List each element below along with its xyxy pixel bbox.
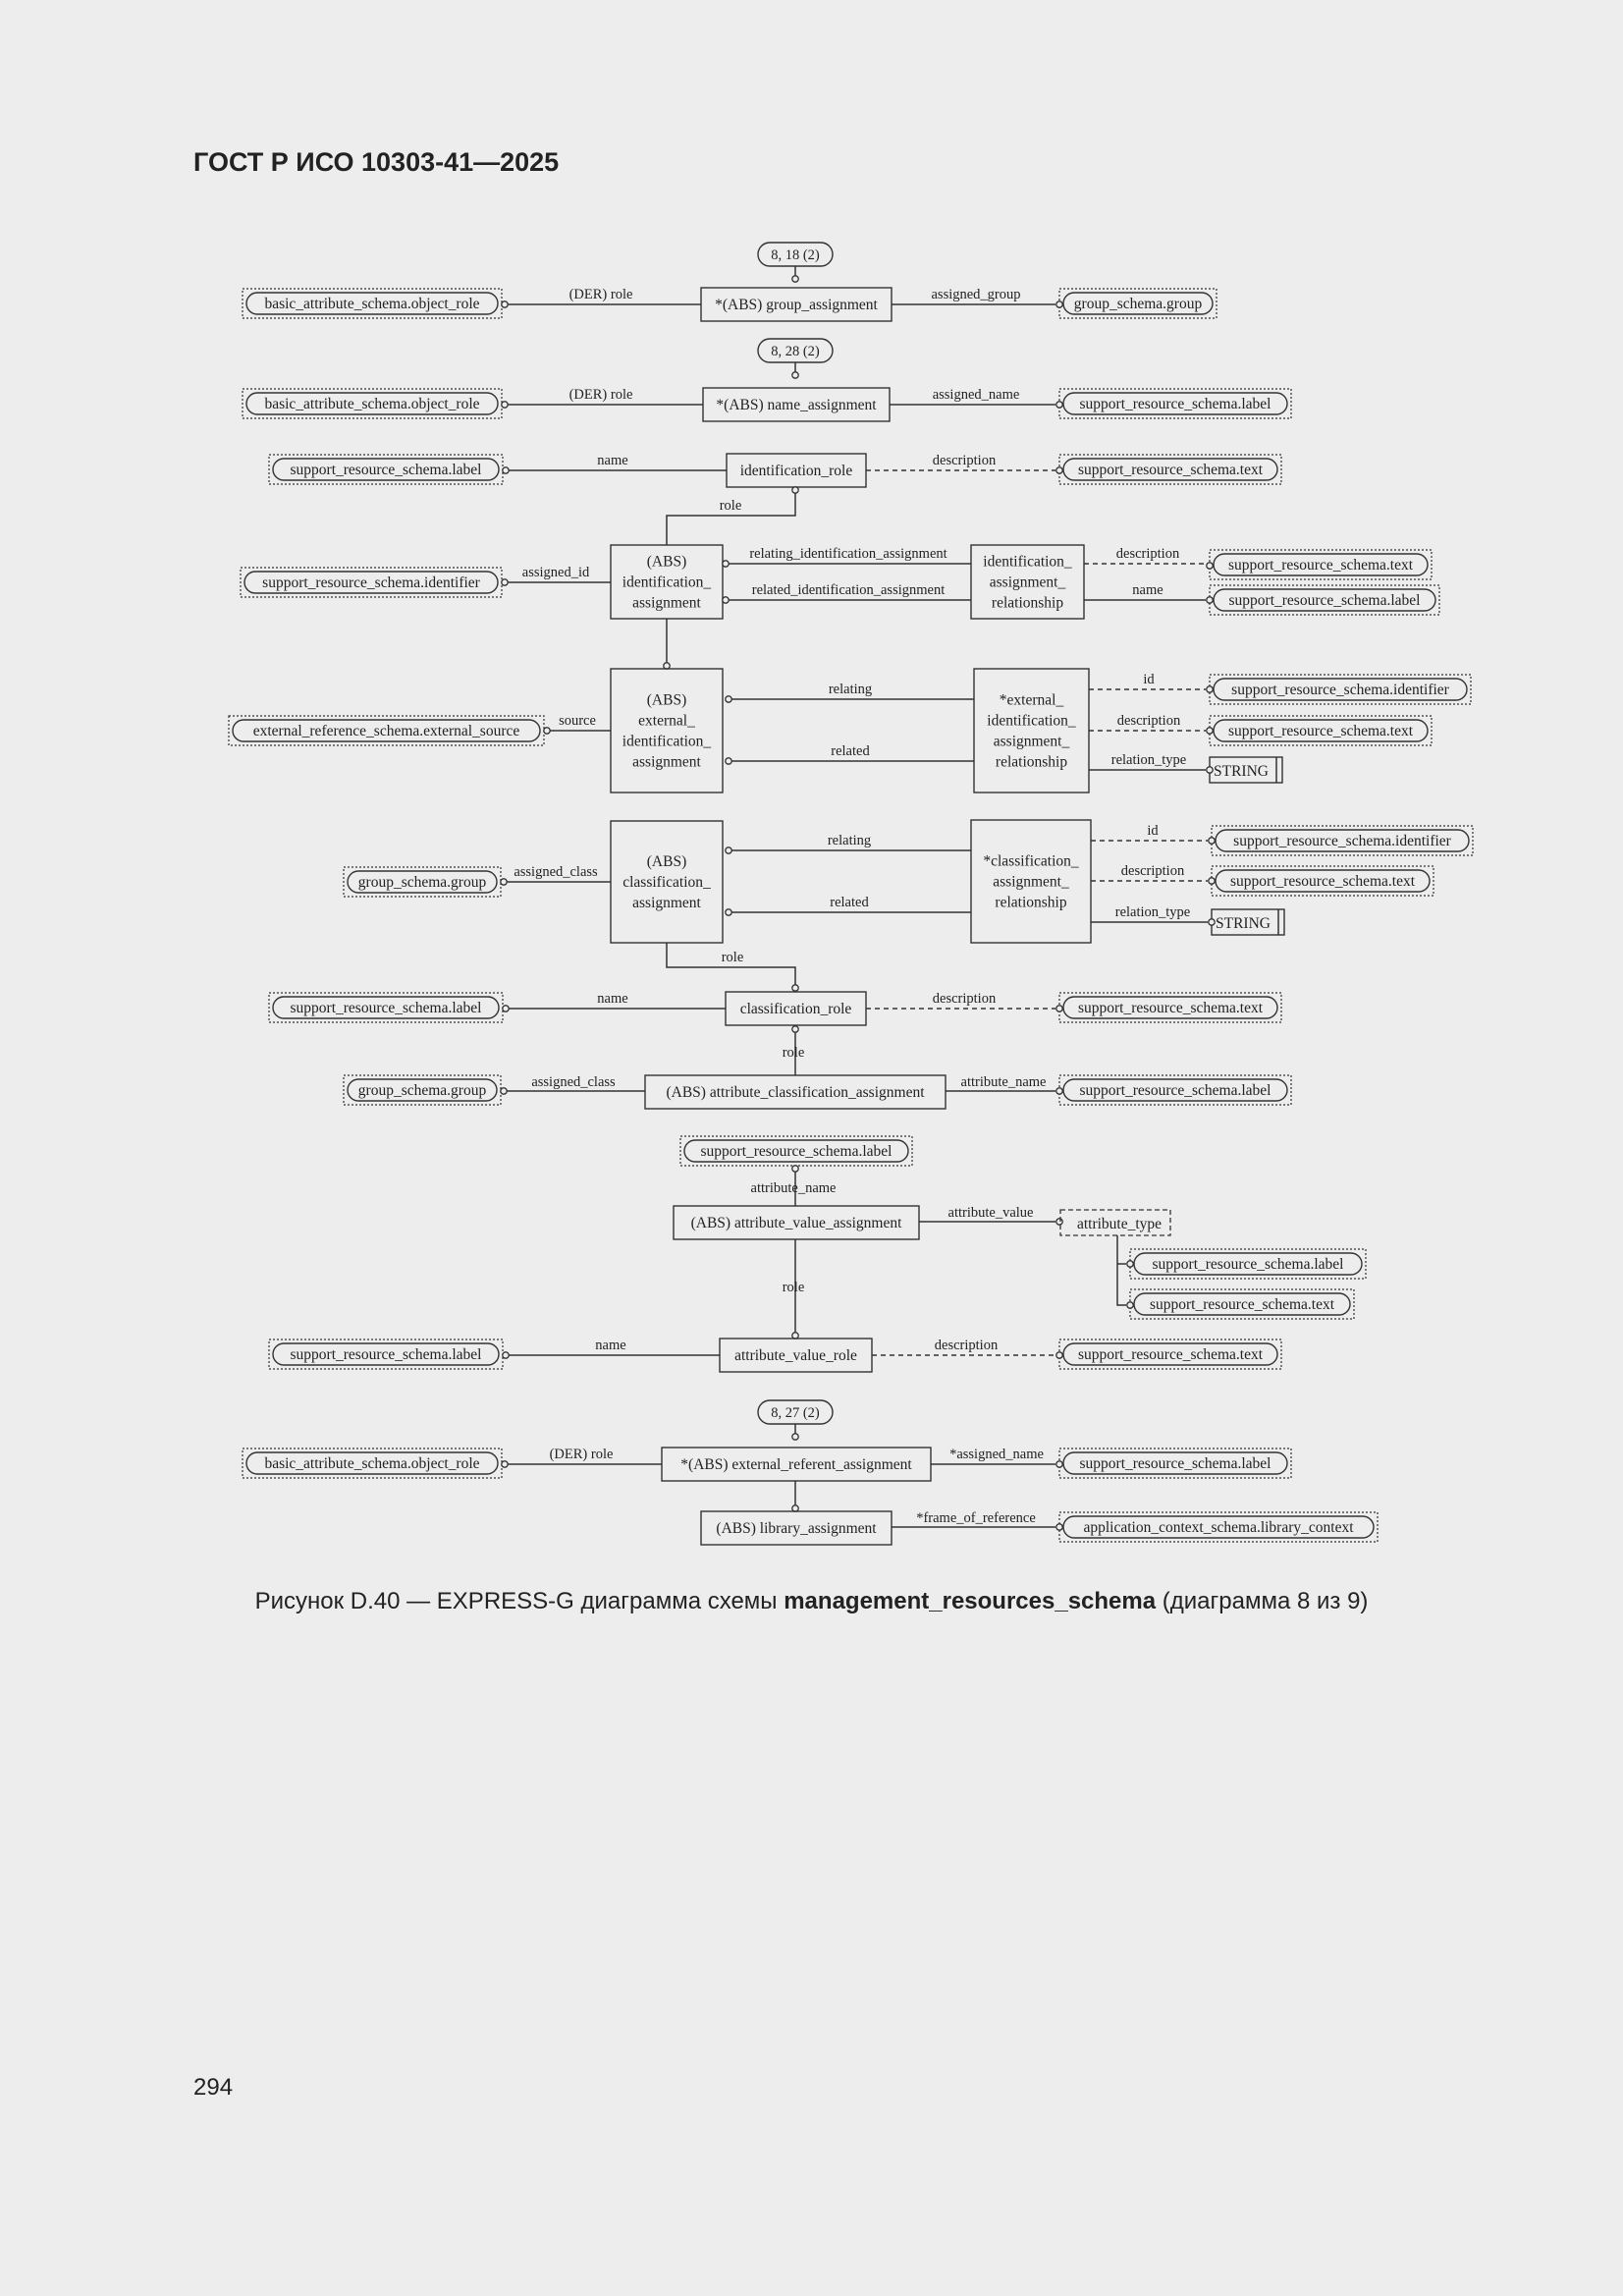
- relationship-end-circle: [726, 696, 731, 702]
- relationship-end-circle: [502, 301, 508, 307]
- relationship-end-circle: [503, 1006, 509, 1011]
- schema-ref-label: support_resource_schema.label: [1152, 1256, 1344, 1273]
- schema-ref-label: basic_attribute_schema.object_role: [264, 396, 480, 412]
- entity-label-attribute_value_role: attribute_value_role: [734, 1347, 857, 1364]
- attribute-label: role: [719, 498, 742, 514]
- relationship-end-circle: [1056, 301, 1062, 307]
- figure-caption: [0, 1588, 1623, 1615]
- entity-label-group_assignment: *(ABS) group_assignment: [715, 297, 878, 313]
- schema-ref-label: support_resource_schema.text: [1227, 557, 1414, 574]
- relationship-end-circle: [1207, 767, 1213, 773]
- entity-label-identification_assignment_relationship: assignment_: [989, 574, 1066, 591]
- entity-label-identification_assignment: identification_: [622, 574, 712, 591]
- string-type-label: STRING: [1214, 763, 1269, 780]
- caption-prefix: Рисунок D.40 — EXPRESS-G диаграмма схемы: [254, 1588, 784, 1614]
- attribute-label: *frame_of_reference: [916, 1510, 1036, 1526]
- schema-ref-label: group_schema.group: [1073, 296, 1203, 312]
- schema-ref-label: support_resource_schema.text: [1149, 1296, 1335, 1313]
- schema-ref-label: support_resource_schema.label: [700, 1143, 893, 1160]
- entity-label-classification_assignment_relationship: relationship: [995, 894, 1067, 911]
- relationship-end-circle: [1209, 919, 1215, 925]
- select-branch-line: [1117, 1235, 1126, 1305]
- schema-ref-label: support_resource_schema.text: [1077, 462, 1264, 478]
- relationship-end-circle: [1207, 728, 1213, 734]
- relationship-end-circle: [1207, 686, 1213, 692]
- schema-ref-label: support_resource_schema.label: [1079, 1082, 1271, 1099]
- entity-label-classification_assignment: (ABS): [646, 853, 687, 870]
- relationship-end-circle: [501, 1088, 507, 1094]
- entity-label-name_assignment: *(ABS) name_assignment: [716, 397, 877, 413]
- relationship-end-circle: [726, 847, 731, 853]
- entity-label-external_identification_assignment_relationship: identification_: [987, 712, 1076, 730]
- relationship-end-circle: [502, 402, 508, 408]
- attribute-label: id: [1143, 672, 1155, 687]
- attribute-label: assigned_id: [521, 565, 590, 580]
- attribute-label: name: [597, 453, 628, 468]
- attribute-label: id: [1147, 823, 1159, 839]
- relationship-end-circle: [1207, 597, 1213, 603]
- relationship-end-circle: [792, 1166, 798, 1172]
- entity-label-external_referent_assignment: *(ABS) external_referent_assignment: [680, 1456, 912, 1473]
- relationship-end-circle: [726, 758, 731, 764]
- attribute-label: related: [831, 743, 870, 759]
- entity-label-classification_assignment: classification_: [622, 874, 711, 891]
- attribute-label: role: [782, 1280, 805, 1295]
- relationship-end-circle: [726, 909, 731, 915]
- attribute-label: (DER) role: [568, 387, 633, 403]
- schema-ref-label: basic_attribute_schema.object_role: [264, 1455, 480, 1472]
- attribute-label: assigned_class: [514, 864, 598, 880]
- page-reference-circle: [792, 1434, 798, 1440]
- relationship-end-circle: [792, 1333, 798, 1339]
- entity-label-identification_assignment_relationship: identification_: [983, 553, 1072, 571]
- schema-ref-label: group_schema.group: [357, 874, 487, 891]
- attribute-label: related_identification_assignment: [751, 582, 946, 598]
- entity-label-identification_role: identification_role: [739, 463, 853, 479]
- attribute-label: source: [559, 713, 596, 729]
- page-reference-label: 8, 18 (2): [771, 247, 820, 263]
- schema-ref-label: group_schema.group: [357, 1082, 487, 1099]
- entity-label-attribute_value_assignment: (ABS) attribute_value_assignment: [690, 1215, 902, 1231]
- attribute-label: attribute_name: [750, 1180, 837, 1196]
- subtype-circle: [792, 1505, 798, 1511]
- entity-label-classification_assignment: assignment: [632, 895, 701, 911]
- relationship-end-circle: [792, 1026, 798, 1032]
- attribute-label: (DER) role: [549, 1447, 614, 1462]
- relationship-end-circle: [1209, 838, 1215, 844]
- relationship-end-circle: [723, 597, 729, 603]
- entity-box-external_identification_assignment: [611, 669, 723, 793]
- relationship-end-circle: [1056, 1219, 1062, 1225]
- schema-ref-label: support_resource_schema.label: [1228, 592, 1421, 609]
- attribute-label: relating_identification_assignment: [749, 546, 947, 562]
- page-reference-circle: [792, 372, 798, 378]
- page-reference-label: 8, 27 (2): [771, 1405, 820, 1421]
- entity-label-attribute_classification_assignment: (ABS) attribute_classification_assignment: [666, 1084, 925, 1101]
- entity-label-identification_assignment_relationship: relationship: [991, 594, 1064, 612]
- entity-label-external_identification_assignment: assignment: [632, 753, 701, 771]
- attribute-label: attribute_name: [960, 1074, 1047, 1090]
- caption-schema-name: management_resources_schema: [784, 1588, 1157, 1614]
- attribute-label: name: [1132, 582, 1163, 598]
- attribute-label: assigned_class: [531, 1074, 616, 1090]
- attribute-label: description: [932, 991, 997, 1007]
- entity-label-external_identification_assignment_relationship: relationship: [995, 753, 1068, 771]
- schema-ref-label: support_resource_schema.identifier: [262, 574, 480, 591]
- relationship-end-circle: [1056, 1006, 1062, 1011]
- relationship-end-circle: [502, 579, 508, 585]
- relationship-end-circle: [503, 467, 509, 473]
- entity-label-external_identification_assignment: external_: [638, 712, 695, 730]
- relationship-end-circle: [1127, 1261, 1133, 1267]
- relationship-end-circle: [502, 1461, 508, 1467]
- schema-ref-label: support_resource_schema.label: [1079, 396, 1271, 412]
- attribute-label: attribute_value: [947, 1205, 1034, 1221]
- relationship-end-circle: [501, 879, 507, 885]
- entity-label-external_identification_assignment: (ABS): [646, 691, 687, 709]
- attribute-label: relation_type: [1110, 752, 1187, 768]
- entity-label-external_identification_assignment_relationship: assignment_: [993, 733, 1070, 750]
- attribute-label: relating: [828, 682, 873, 697]
- attribute-label: related: [830, 895, 869, 910]
- relationship-end-circle: [792, 487, 798, 493]
- entity-box-external_identification_assignment_relationship: [974, 669, 1089, 793]
- relationship-end-circle: [1056, 1088, 1062, 1094]
- attribute-label: *assigned_name: [949, 1447, 1044, 1462]
- attribute-label: relation_type: [1114, 904, 1191, 920]
- entity-label-identification_assignment: assignment: [632, 594, 701, 612]
- attribute-label: description: [1120, 863, 1185, 879]
- entity-label-classification_assignment_relationship: *classification_: [983, 852, 1079, 870]
- relationship-end-circle: [503, 1352, 509, 1358]
- relationship-end-circle: [1056, 402, 1062, 408]
- schema-ref-label: external_reference_schema.external_source: [252, 723, 520, 739]
- schema-ref-label: support_resource_schema.text: [1077, 1346, 1264, 1363]
- schema-ref-label: support_resource_schema.label: [290, 1346, 482, 1363]
- relationship-end-circle: [792, 985, 798, 991]
- attribute-label: role: [721, 950, 744, 965]
- page-reference-circle: [792, 276, 798, 282]
- attribute-type-label: attribute_type: [1076, 1216, 1163, 1232]
- attribute-label: name: [595, 1338, 626, 1353]
- attribute-label: description: [932, 453, 997, 468]
- schema-ref-label: support_resource_schema.label: [1079, 1455, 1271, 1472]
- schema-ref-label: application_context_schema.library_context: [1083, 1519, 1354, 1536]
- attribute-label: assigned_group: [931, 287, 1021, 302]
- attribute-label: name: [597, 991, 628, 1007]
- relationship-end-circle: [544, 728, 550, 734]
- attribute-label: description: [1116, 713, 1181, 729]
- relationship-end-circle: [1056, 1524, 1062, 1530]
- page-reference-label: 8, 28 (2): [771, 344, 820, 359]
- relationship-end-circle: [1127, 1302, 1133, 1308]
- attribute-label: role: [782, 1045, 805, 1061]
- schema-ref-label: support_resource_schema.text: [1229, 873, 1416, 890]
- relationship-end-circle: [1207, 563, 1213, 569]
- subtype-circle: [664, 663, 670, 669]
- schema-ref-label: support_resource_schema.label: [290, 1000, 482, 1016]
- attribute-label: description: [934, 1338, 999, 1353]
- relationship-end-circle: [1056, 467, 1062, 473]
- attribute-label: description: [1115, 546, 1180, 562]
- entity-label-external_identification_assignment_relationship: *external_: [999, 691, 1064, 709]
- document-header: ГОСТ Р ИСО 10303-41—2025: [193, 147, 560, 177]
- schema-ref-label: support_resource_schema.identifier: [1231, 682, 1449, 698]
- relationship-end-circle: [1209, 878, 1215, 884]
- attribute-label: (DER) role: [568, 287, 633, 302]
- entity-label-external_identification_assignment: identification_: [622, 733, 712, 750]
- schema-ref-label: support_resource_schema.text: [1227, 723, 1414, 739]
- schema-ref-label: basic_attribute_schema.object_role: [264, 296, 480, 312]
- attribute-label: assigned_name: [932, 387, 1020, 403]
- schema-ref-label: support_resource_schema.identifier: [1233, 833, 1451, 849]
- caption-suffix: (диаграмма 8 из 9): [1156, 1588, 1369, 1614]
- schema-ref-label: support_resource_schema.label: [290, 462, 482, 478]
- string-type-label: STRING: [1216, 915, 1271, 932]
- attribute-label: relating: [827, 833, 872, 848]
- entity-label-identification_assignment: (ABS): [646, 553, 687, 571]
- page-number: 294: [193, 2074, 234, 2101]
- entity-label-classification_role: classification_role: [739, 1001, 852, 1017]
- entity-label-classification_assignment_relationship: assignment_: [993, 873, 1069, 891]
- entity-label-library_assignment: (ABS) library_assignment: [716, 1520, 877, 1537]
- schema-ref-label: support_resource_schema.text: [1077, 1000, 1264, 1016]
- relationship-end-circle: [1056, 1352, 1062, 1358]
- relationship-end-circle: [723, 561, 729, 567]
- relationship-end-circle: [1056, 1461, 1062, 1467]
